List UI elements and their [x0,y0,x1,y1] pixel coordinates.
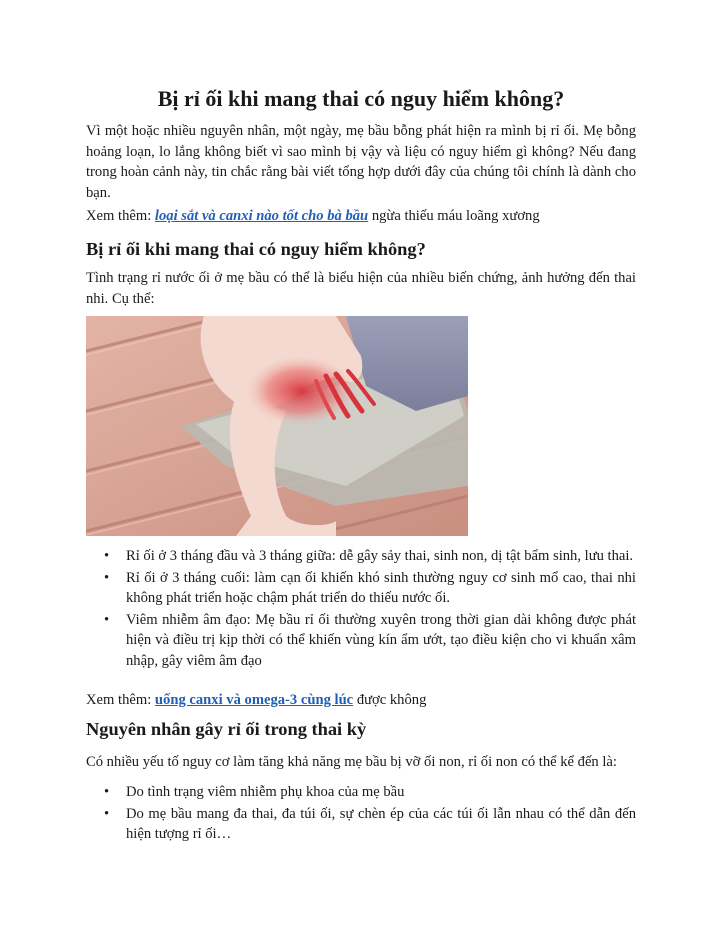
section1-paragraph: Tình trạng rỉ nước ối ở mẹ bầu có thể là biểu hiện của nhiều biến chứng, ảnh hưởng đến thai nhi. Cụ thể: [86,270,636,307]
section2-paragraph: Có nhiều yếu tố nguy cơ làm tăng khả năng mẹ bầu bị vỡ ối non, rỉ ối non có thể kể đến là: [86,754,617,770]
section2-heading: Nguyên nhân gây rỉ ối trong thai kỳ [86,719,367,739]
see-also-1-prefix: Xem thêm: [86,208,152,224]
list-item [86,568,636,609]
bullet-icon: • [104,569,110,586]
list-item [86,804,636,845]
list-item-text: Rỉ ối ở 3 tháng cuối: làm cạn ối khiến khó sinh thường nguy cơ sinh mổ cao, thai nhi không phát triển hoặc chậm phát triển do thiếu nước ối. [126,569,636,606]
list-item-text: Do mẹ bầu mang đa thai, đa túi ối, sự chèn ép của các túi ối lẫn nhau có thể dẫn đến hiện tượng rỉ ối… [126,805,636,842]
list-item [86,610,636,672]
list-item-text: Do tình trạng viêm nhiễm phụ khoa của mẹ bầu [126,784,405,800]
see-also-2-link[interactable]: uống canxi và omega-3 cùng lúc [154,692,354,708]
illustration-svg [86,316,468,536]
bullet-icon: • [104,784,110,800]
section1-heading: Bị rỉ ối khi mang thai có nguy hiểm không? [86,239,426,259]
bullet-icon: • [104,611,110,628]
list-item [86,546,636,567]
see-also-2-prefix: Xem thêm: [86,692,152,708]
section2-bullet-list [86,782,636,846]
section1-bullet-list [86,546,636,672]
list-item [86,782,636,803]
see-also-2 [86,690,636,711]
see-also-1 [86,206,636,227]
bullet-icon: • [104,548,110,564]
list-item-text: Rỉ ối ở 3 tháng đầu và 3 tháng giữa: dễ gây sảy thai, sinh non, dị tật bẩm sinh, lưu thai. [126,548,634,564]
list-item-text: Viêm nhiễm âm đạo: Mẹ bầu rỉ ối thường xuyên trong thời gian dài không được phát hiện và điều trị kịp thời có thể khiến vùng kín ẩm ướt, tạo điều kiện cho vi khuẩn xâm nhập, gây viêm âm đạo [126,611,636,669]
see-also-2-suffix: được không [356,692,427,708]
illustration-image [86,316,468,536]
see-also-1-suffix: ngừa thiếu máu loãng xương [371,208,540,224]
bullet-icon: • [104,805,110,822]
intro-paragraph: Vì một hoặc nhiều nguyên nhân, một ngày, mẹ bầu bỗng phát hiện ra mình bị rỉ ối. Mẹ bỗng hoảng loạn, lo lắng không biết vì sao mình bị vậy và liệu có nguy hiểm gì không? Nếu đang trong hoàn cảnh này, tin chắc rằng bài viết tổng hợp dưới đây của chúng tôi chính là dành cho bạn. [86,123,636,201]
page-title: Bị rỉ ối khi mang thai có nguy hiểm không? [157,86,565,111]
see-also-1-link[interactable]: loại sắt và canxi nào tốt cho bà bầu [154,208,369,224]
